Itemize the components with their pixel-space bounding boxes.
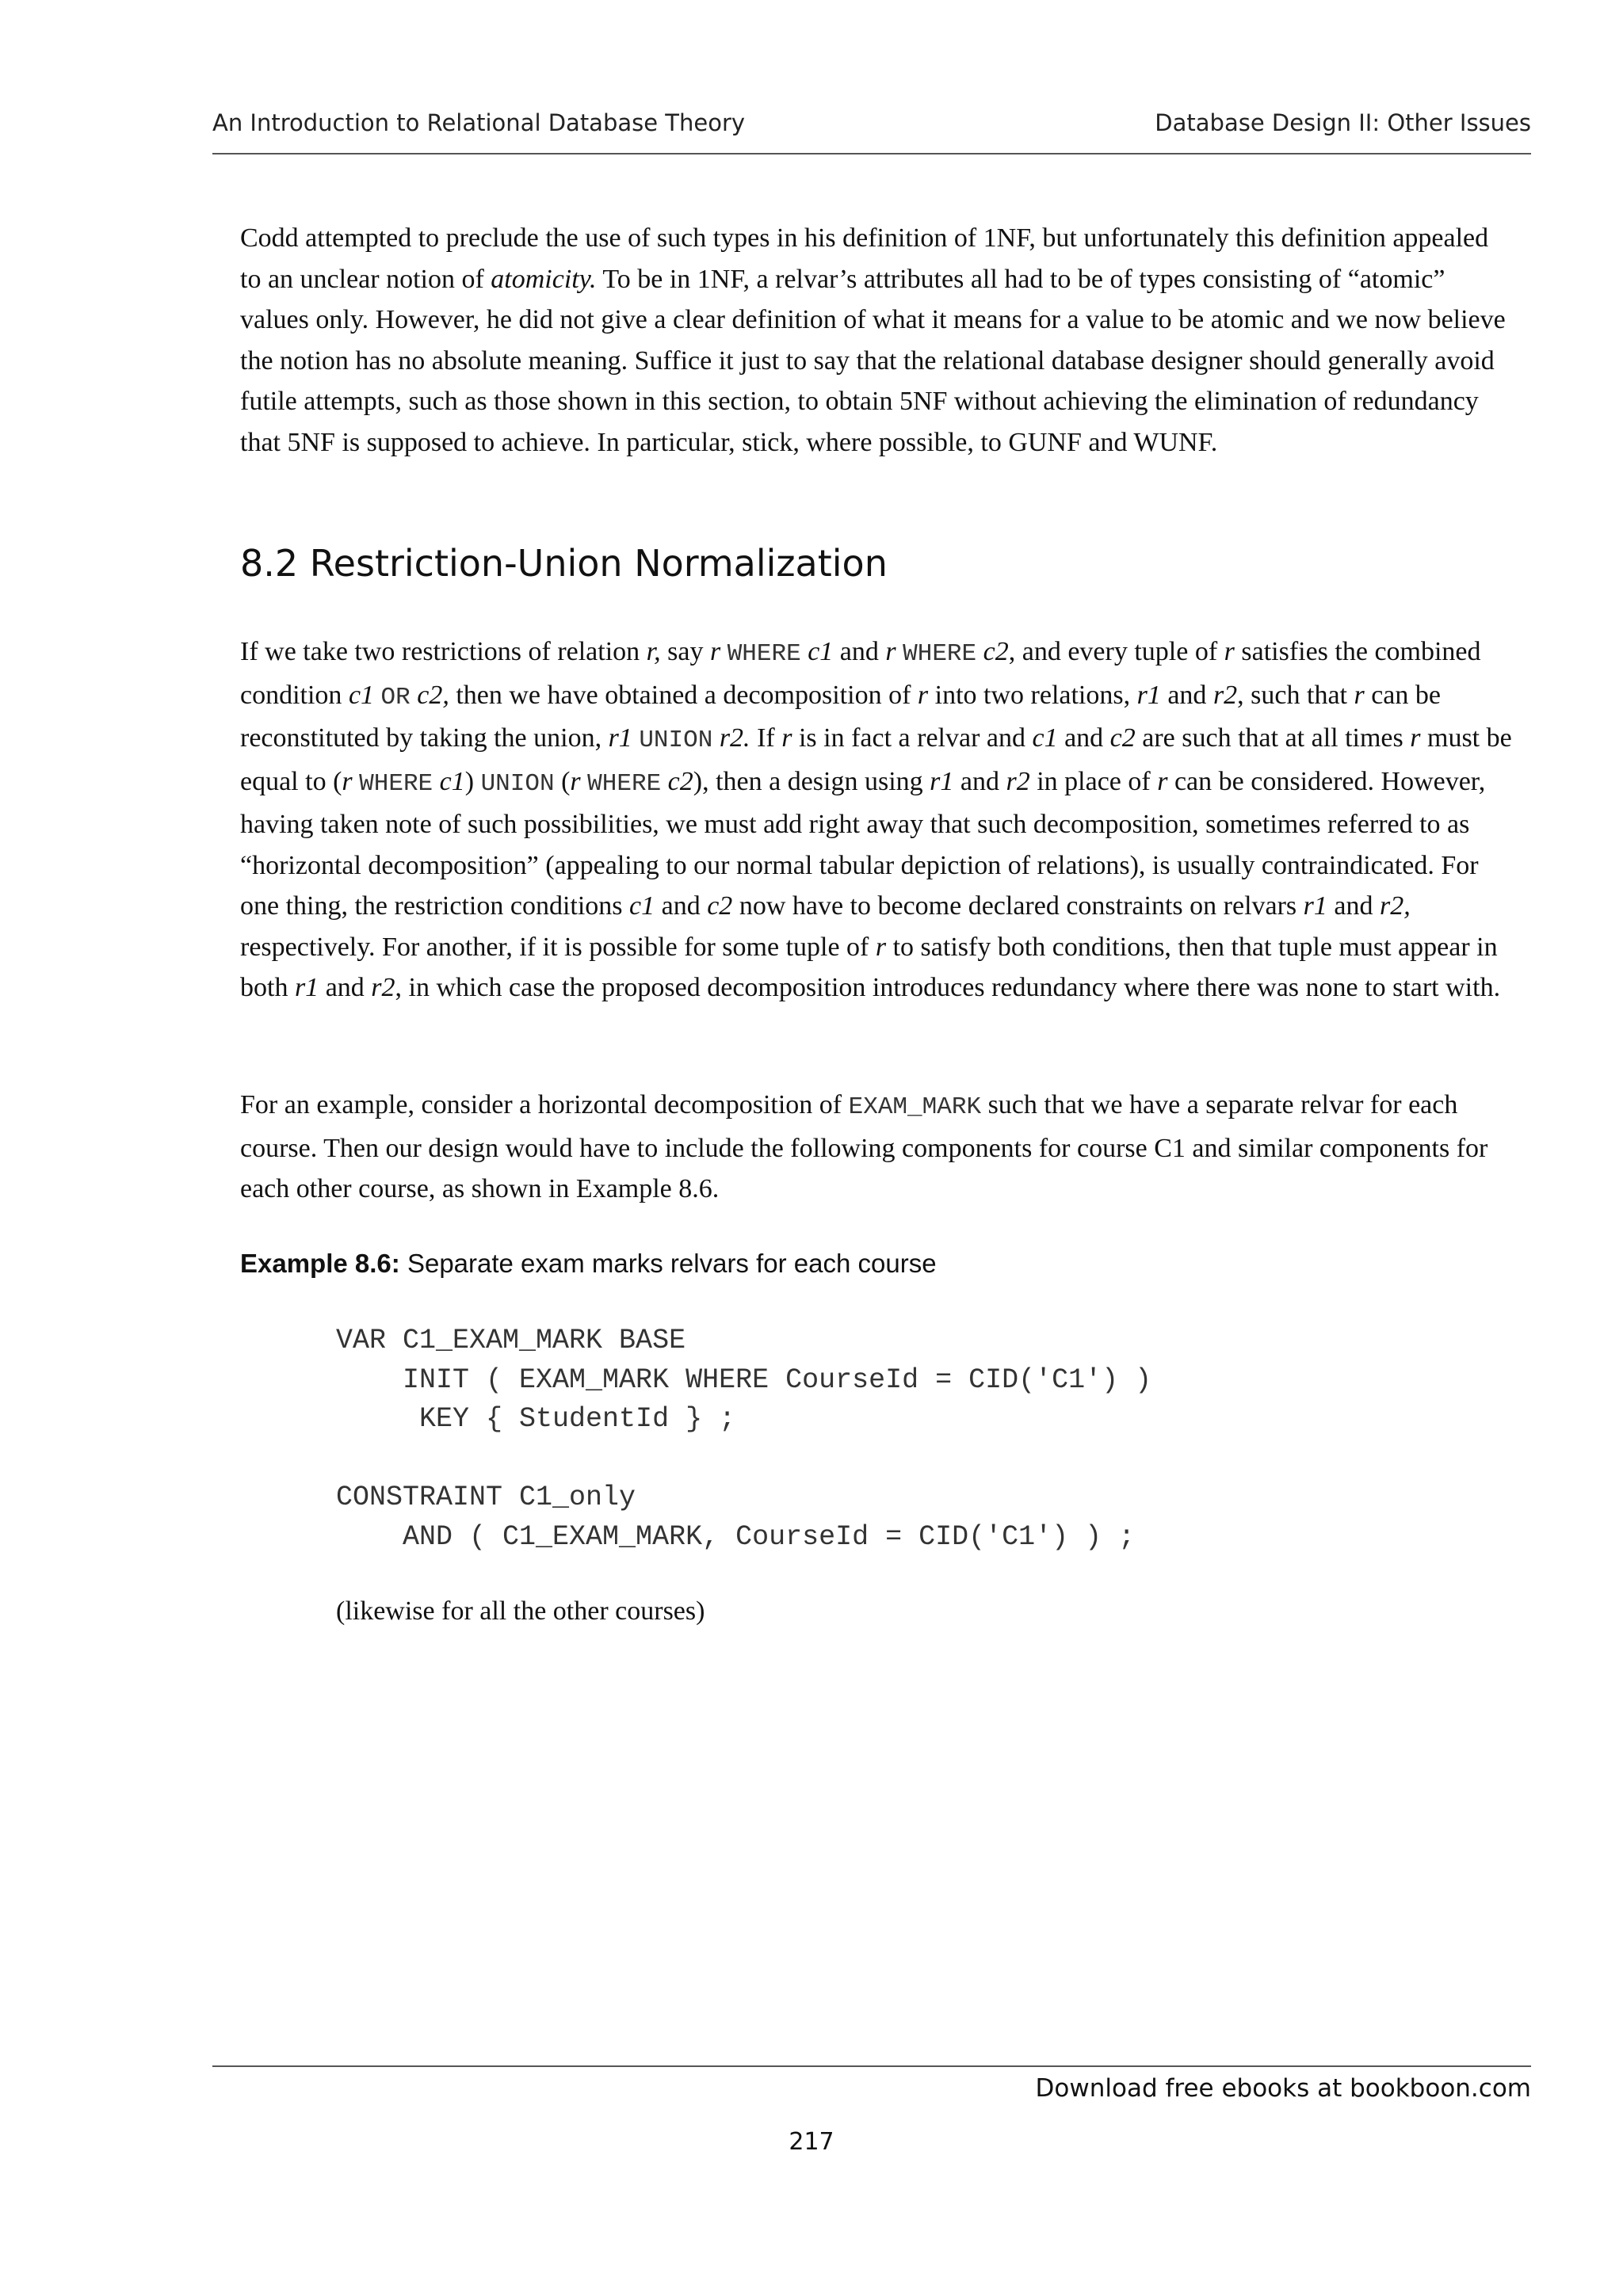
footer-download-link[interactable]: Download free ebooks at bookboon.com: [1035, 2074, 1531, 2103]
example-label: Example 8.6:: [240, 1249, 400, 1278]
paragraph-3: For an example, consider a horizontal decomposition of EXAM_MARK such that we have a separate relvar for each course. Then our design would have to include the following components for course C1 and similar components for each other course, as shown in Example 8.6.: [240, 1090, 1488, 1203]
example-caption: [240, 1249, 937, 1279]
example-caption-text: Separate exam marks relvars for each course: [399, 1249, 937, 1278]
page-number: 217: [789, 2128, 834, 2156]
paragraph-1: Codd attempted to preclude the use of such types in his definition of 1NF, but unfortunately this definition appealed to an unclear notion of atomicity. To be in 1NF, a relvar’s attributes all had to be of types consisting of “atomic” values only. However, he did not give a clear definition of what it means for a value to be atomic and we now believe the notion has no absolute meaning. Suffice it just to say that the relational database designer should generally avoid futile attempts, such as those shown in this section, to obtain 5NF without achieving the elimination of redundancy that 5NF is supposed to achieve. In particular, stick, where possible, to GUNF and WUNF.: [240, 223, 1506, 457]
header-chapter-title: Database Design II: Other Issues: [1155, 109, 1531, 136]
header-book-title: An Introduction to Relational Database Theory: [212, 109, 746, 136]
code-block: VAR C1_EXAM_MARK BASE INIT ( EXAM_MARK WHERE CourseId = CID('C1') ) KEY { StudentId } ; CONSTRAINT C1_only AND ( C1_EXAM_MARK, CourseId = CID('C1') ) ;: [336, 1325, 1152, 1553]
section-heading: 8.2 Restriction-Union Normalization: [240, 542, 888, 585]
example-note: (likewise for all the other courses): [336, 1596, 705, 1626]
footer-rule: [212, 2065, 1531, 2067]
paragraph-2: If we take two restrictions of relation r, say r WHERE c1 and r WHERE c2, and every tuple of r satisfies the combined condition c1 OR c2, then we have obtained a decomposition of r into two relations, r1 and r2, such that r can be reconstituted by taking the union, r1 UNION r2. If r is in fact a relvar and c1 and c2 are such that at all times r must be equal to (r WHERE c1) UNION (r WHERE c2), then a design using r1 and r2 in place of r can be considered. However, having taken note of such possibilities, we must add right away that such decomposition, sometimes referred to as “horizontal decomposition” (appealing to our normal tabular depiction of relations), is usually contraindicated. For one thing, the restriction conditions c1 and c2 now have to become declared constraints on relvars r1 and r2, respectively. For another, if it is possible for some tuple of r to satisfy both conditions, then that tuple must appear in both r1 and r2, in which case the proposed decomposition introduces redundancy where there was none to start with.: [240, 637, 1512, 1002]
header-rule: [212, 153, 1531, 154]
